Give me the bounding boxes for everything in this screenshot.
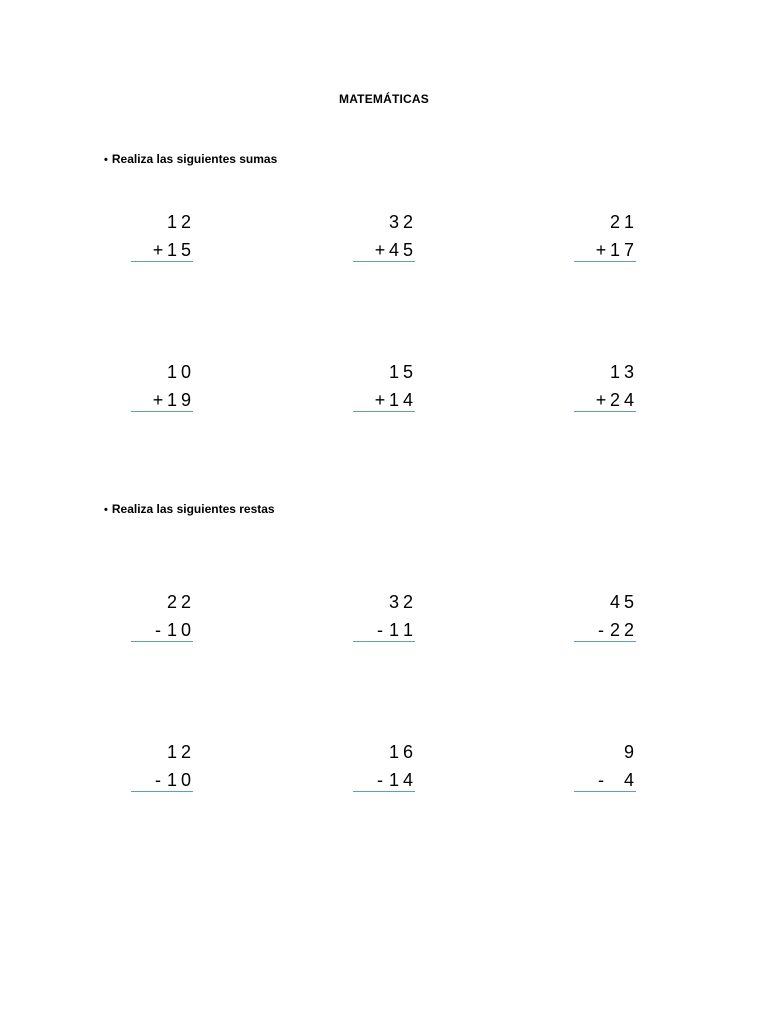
digit: 9 [180,390,191,410]
digit: 1 [166,212,177,232]
digit: 0 [180,362,191,382]
digit: 1 [388,770,399,790]
operator-sign: + [374,240,386,260]
instruction-sumas-text: Realiza las siguientes sumas [111,152,278,166]
digit: 3 [388,592,399,612]
digit: 5 [402,362,413,382]
digit: 9 [623,742,634,762]
digit: 1 [166,390,177,410]
digit: 1 [166,240,177,260]
digit: 3 [388,212,399,232]
digit: 1 [166,362,177,382]
digit: 1 [609,240,620,260]
digit: 1 [388,362,399,382]
digit: 7 [623,240,634,260]
operator-sign: - [377,770,383,790]
resta-problem [574,738,636,792]
digit: 3 [623,362,634,382]
instruction-restas [104,502,275,516]
digit: 2 [180,742,191,762]
resta-problem [131,738,193,792]
digit: 6 [402,742,413,762]
digit: 2 [609,212,620,232]
digit [608,766,622,794]
digit: 1 [166,770,177,790]
operator-sign: - [598,770,604,790]
digit: 1 [402,620,413,640]
digit: 4 [609,592,620,612]
resta-problem [574,588,636,642]
digit [608,738,622,766]
digit: 4 [402,770,413,790]
suma-problem [574,208,636,262]
operator-sign: + [595,390,607,410]
digit: 4 [623,390,634,410]
operator-sign: - [377,620,383,640]
digit: 1 [166,742,177,762]
digit: 2 [402,212,413,232]
digit: 0 [180,770,191,790]
operator-sign: - [598,620,604,640]
digit: 2 [623,620,634,640]
digit: 4 [623,770,634,790]
operator-sign: + [152,390,164,410]
digit: 2 [402,592,413,612]
instruction-sumas [104,152,277,166]
operator-sign: + [152,240,164,260]
digit: 2 [609,390,620,410]
instruction-restas-text: Realiza las siguientes restas [111,502,275,516]
digit: 2 [166,592,177,612]
digit: 4 [402,390,413,410]
digit: 2 [180,212,191,232]
digit: 2 [609,620,620,640]
operator-sign: - [155,620,161,640]
suma-problem [353,358,415,412]
operator-sign: + [374,390,386,410]
digit: 5 [402,240,413,260]
digit: 1 [388,620,399,640]
bullet-icon: • [104,504,108,516]
digit: 5 [623,592,634,612]
suma-problem [131,208,193,262]
digit: 5 [180,240,191,260]
operator-sign: + [595,240,607,260]
suma-problem [131,358,193,412]
digit: 1 [166,620,177,640]
resta-problem [353,588,415,642]
suma-problem [353,208,415,262]
resta-problem [131,588,193,642]
resta-problem [353,738,415,792]
suma-problem [574,358,636,412]
digit: 4 [388,240,399,260]
digit: 1 [623,212,634,232]
digit: 1 [609,362,620,382]
digit: 1 [388,390,399,410]
operator-sign: - [155,770,161,790]
page-title: MATEMÁTICAS [339,92,429,106]
digit: 1 [388,742,399,762]
digit: 2 [180,592,191,612]
bullet-icon: • [104,154,108,166]
digit: 0 [180,620,191,640]
